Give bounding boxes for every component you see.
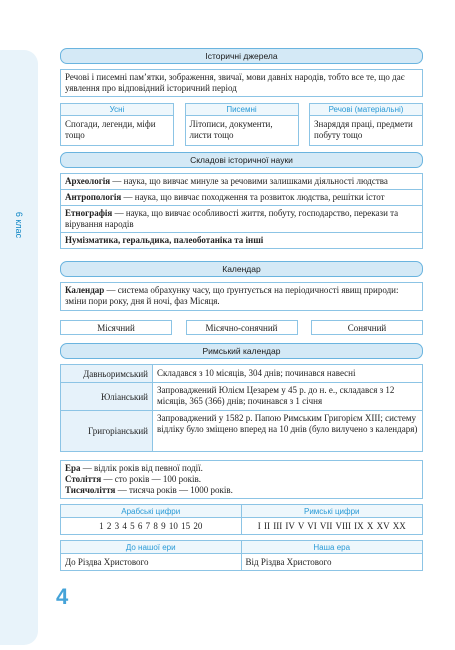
source-material-body: Знаряддя праці, предмети побуту тощо: [309, 116, 423, 146]
science-term: Нумізматика, геральдика, палеоботаніка та інші: [65, 235, 264, 245]
roman-numerals-values: I II III IV V VI VII VIII IX X XV XX: [257, 521, 406, 531]
era-bc-text: До Різдва Христового: [65, 557, 149, 567]
science-item-anthropology: [61, 190, 422, 206]
calendar-name: Юліанський: [61, 383, 153, 410]
calendar-description: Запроваджений у 1582 р. Папою Римським Григорієм XIII; систему відліку було зміщено вперед на 10 днів (було вилучено з календаря): [157, 413, 418, 434]
arabic-numerals: [61, 505, 242, 534]
source-oral: [60, 103, 174, 146]
page-content: [60, 48, 423, 571]
source-material: [309, 103, 423, 146]
era-ad: [242, 541, 423, 570]
eras-block: [60, 540, 423, 571]
sources-header: Історичні джерела: [60, 48, 423, 64]
arabic-numerals-head: Арабські цифри: [61, 505, 241, 518]
calendar-header: Календар: [60, 261, 423, 277]
science-term: Археологія: [65, 176, 111, 186]
roman-calendar-header: Римський календар: [60, 343, 423, 359]
calendar-name: Давньоримський: [61, 365, 153, 382]
calendar-types: [60, 320, 423, 335]
era-text: — сто років — 100 років.: [101, 474, 202, 484]
sources-definition: Речові і писемні пам’ятки, зображення, звичаї, мови давніх народів, тобто все те, що дає уявлення про відповідний історичний період: [60, 69, 423, 97]
source-material-head: Речові (матеріальні): [309, 103, 423, 116]
science-text: — наука, що вивчає особливості життя, побуту, господарство, перекази та вірування народів: [65, 208, 399, 229]
era-ad-head: Наша ера: [242, 541, 423, 554]
roman-numerals: [242, 505, 423, 534]
calendar-name: Григоріанський: [61, 411, 153, 451]
science-text: — наука, що вивчає минуле за речовими залишками діяльності людства: [110, 176, 388, 186]
calendar-type-lunar: Місячний: [60, 320, 172, 335]
calendar-type-lunisolar: Місячно-сонячний: [186, 320, 298, 335]
source-written-head: Писемні: [185, 103, 299, 116]
era-bc: [61, 541, 242, 570]
source-oral-head: Усні: [60, 103, 174, 116]
science-item-archaeology: [61, 174, 422, 190]
science-term: Антропологія: [65, 192, 122, 202]
page-number: 4: [56, 584, 69, 609]
calendar-type-solar: Сонячний: [311, 320, 423, 335]
science-text: — наука, що вивчає походження та розвиток людства, решітки істот: [121, 192, 385, 202]
era-line: [65, 485, 418, 496]
era-term: Ера: [65, 463, 81, 473]
calendar-text: — система обрахунку часу, що ґрунтується на періодичності явищ природи: зміни пори року, дня й ночі, фаз Місяця.: [65, 285, 399, 306]
table-row: [61, 383, 422, 411]
era-line: [65, 463, 418, 474]
science-header: Складові історичної науки: [60, 152, 423, 168]
calendar-description: Запроваджений Юлієм Цезарем у 45 р. до н. е., складався з 12 місяців, 365 (366) днів; починався з 1 січня: [157, 385, 395, 406]
arabic-numerals-values: 1 2 3 4 5 6 7 8 9 10 15 20: [99, 521, 203, 531]
era-bc-head: До нашої ери: [61, 541, 241, 554]
roman-numerals-head: Римські цифри: [242, 505, 423, 518]
source-written-body: Літописи, документи, листи тощо: [185, 116, 299, 146]
era-line: [65, 474, 418, 485]
roman-calendar-table: [60, 364, 423, 452]
era-text: — відлік років від певної події.: [80, 463, 203, 473]
side-tab: [0, 50, 38, 645]
era-definitions: [60, 460, 423, 499]
era-text: — тисяча років — 1000 років.: [115, 485, 233, 495]
table-row: [61, 411, 422, 451]
era-term: Століття: [65, 474, 102, 484]
era-ad-text: Від Різдва Христового: [245, 557, 332, 567]
numerals-block: [60, 504, 423, 535]
calendar-definition: [60, 282, 423, 311]
source-written: [185, 103, 299, 146]
source-types: [60, 103, 423, 146]
source-oral-body: Спогади, легенди, міфи тощо: [60, 116, 174, 146]
science-item-ethnography: [61, 206, 422, 233]
calendar-description: Складався з 10 місяців, 304 днів; починався навесні: [157, 368, 356, 378]
era-term: Тисячоліття: [65, 485, 116, 495]
science-item-other: [61, 233, 422, 248]
calendar-term: Календар: [65, 285, 105, 295]
science-list: [60, 173, 423, 249]
grade-label: 6 клас: [14, 211, 24, 239]
table-row: [61, 365, 422, 383]
science-term: Етнографія: [65, 208, 113, 218]
